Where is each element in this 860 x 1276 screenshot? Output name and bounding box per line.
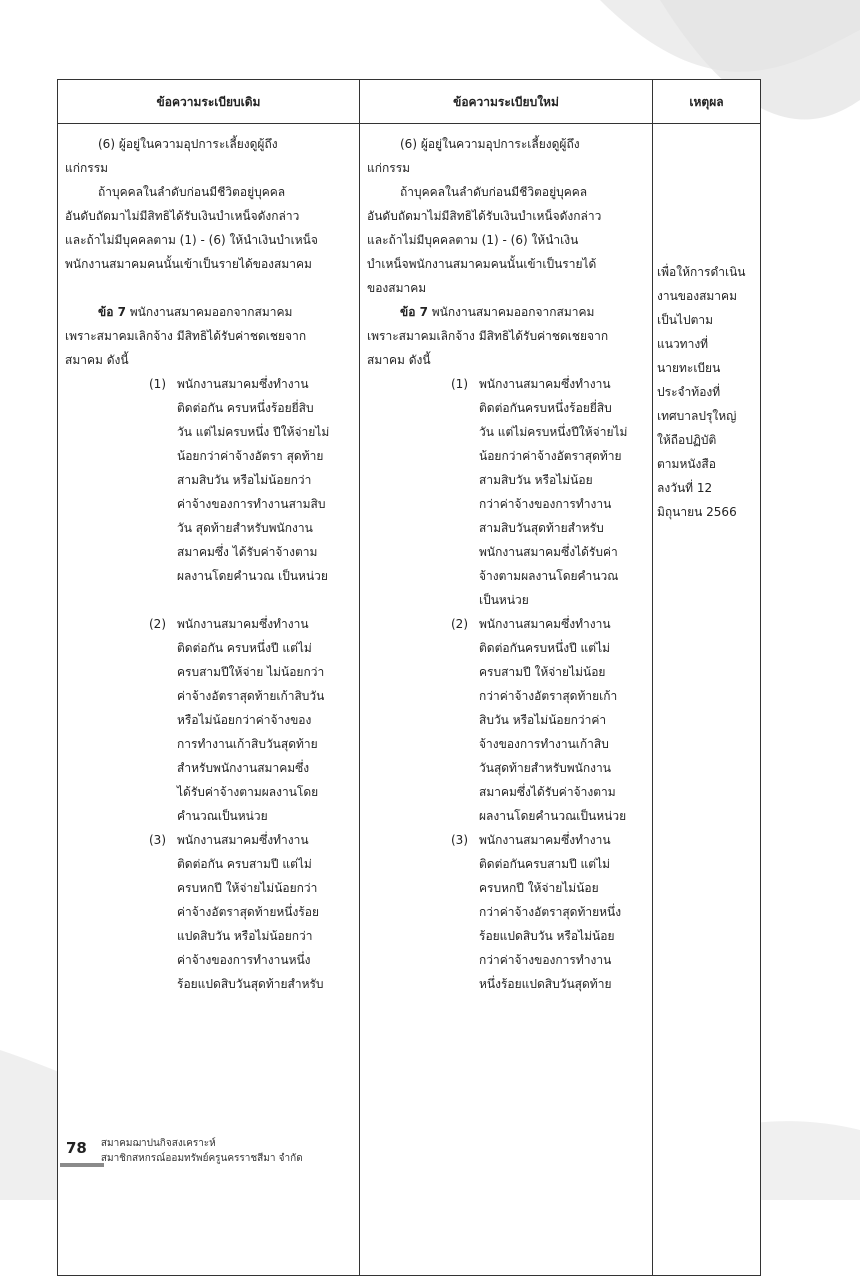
line: หนึ่งร้อยแปดสิบวันสุดท้าย: [479, 977, 612, 991]
line: น้อยกว่าค่าจ้างอัตรา สุดท้าย: [177, 449, 324, 463]
footer-org-line-2: สมาชิกสหกรณ์ออมทรัพย์ครูนครราชสีมา จำกัด: [100, 1153, 303, 1164]
line: สมาคมซึ่งได้รับค่าจ้างตาม: [479, 785, 616, 799]
old-para-2c: และถ้าไม่มีบุคคลตาม (1) - (6) ให้นำเงินบำเหน็จ: [65, 233, 318, 247]
line: ค่าจ้างอัตราสุดท้ายเก้าสิบวัน: [177, 689, 325, 703]
reason-line: เทศบาลปรุใหญ่: [657, 409, 737, 423]
new-text-cell: [360, 124, 653, 1276]
new-clause-7b: เพราะสมาคมเลิกจ้าง มีสิทธิได้รับค่าชดเชยจาก: [367, 329, 609, 343]
old-sub-item-1-num: (1): [149, 377, 166, 391]
line: ค่าจ้างอัตราสุดท้ายหนึ่งร้อย: [177, 905, 320, 919]
line: สำหรับพนักงานสมาคมซึ่ง: [177, 761, 310, 775]
comparison-table: [57, 79, 761, 1276]
line: การทำงานเก้าสิบวันสุดท้าย: [177, 737, 318, 751]
line: สามสิบวัน หรือไม่น้อย: [479, 473, 593, 487]
reason-cell: [653, 124, 761, 1276]
line: ครบหกปี ให้จ่ายไม่น้อย: [479, 881, 599, 895]
reason-line: มิถุนายน 2566: [657, 505, 737, 519]
new-sub-item-1: [451, 372, 646, 612]
reason-line: ตามหนังสือ: [657, 457, 716, 471]
reason-line: ให้ถือปฏิบัติ: [657, 433, 717, 447]
line: ติดต่อกันครบสามปี แต่ไม่: [479, 857, 611, 871]
line: ติดต่อกัน ครบหนึ่งร้อยยี่สิบ: [177, 401, 314, 415]
line: สามสิบวัน หรือไม่น้อยกว่า: [177, 473, 312, 487]
line: กว่าค่าจ้างของการทำงาน: [479, 953, 612, 967]
new-sub-item-2-num: (2): [451, 617, 468, 631]
old-clause-7b: เพราะสมาคมเลิกจ้าง มีสิทธิได้รับค่าชดเชยจาก: [65, 329, 307, 343]
old-para-2b: อันดับถัดมาไม่มีสิทธิได้รับเงินบำเหน็จดังกล่าว: [65, 209, 300, 223]
line: พนักงานสมาคมซึ่งทำงาน: [479, 833, 611, 847]
line: กว่าค่าจ้างอัตราสุดท้ายเก้า: [479, 689, 618, 703]
new-sub-item-2: [451, 612, 646, 828]
old-sub-item-3: [149, 828, 353, 996]
new-para-2b: อันดับถัดมาไม่มีสิทธิได้รับเงินบำเหน็จดังกล่าว: [367, 209, 602, 223]
old-para-2d: พนักงานสมาคมคนนั้นเข้าเป็นรายได้ของสมาคม: [65, 257, 312, 271]
reason-line: เป็นไปตาม: [657, 313, 714, 327]
line: ติดต่อกันครบหนึ่งร้อยยี่สิบ: [479, 401, 612, 415]
line: วันสุดท้ายสำหรับพนักงาน: [479, 761, 611, 775]
header-old-text: ข้อความระเบียบเดิม: [58, 80, 360, 124]
new-item-6-cont: แก่กรรม: [367, 161, 411, 175]
old-item-6-cont: แก่กรรม: [65, 161, 109, 175]
old-sub-item-1: [149, 372, 353, 588]
new-clause-7: [367, 300, 646, 324]
old-sub-item-2-num: (2): [149, 617, 166, 631]
line: พนักงานสมาคมซึ่งทำงาน: [177, 833, 309, 847]
line: วัน แต่ไม่ครบหนึ่ง ปีให้จ่ายไม่: [177, 425, 330, 439]
line: แปดสิบวัน หรือไม่น้อยกว่า: [177, 929, 313, 943]
old-sub-item-3-num: (3): [149, 833, 166, 847]
reason-line: แนวทางที่: [657, 337, 709, 351]
new-sub-item-1-num: (1): [451, 377, 468, 391]
line: ค่าจ้างของการทำงานหนึ่ง: [177, 953, 311, 967]
line: วัน แต่ไม่ครบหนึ่งปีให้จ่ายไม่: [479, 425, 628, 439]
old-para-2: ถ้าบุคคลในลำดับก่อนมีชีวิตอยู่บุคคล: [98, 185, 286, 199]
old-clause-text: พนักงานสมาคมออกจากสมาคม: [125, 305, 293, 319]
line: คำนวณเป็นหน่วย: [177, 809, 268, 823]
new-clause-7c: สมาคม ดังนี้: [367, 353, 431, 367]
line: จ้างของการทำงานเก้าสิบ: [479, 737, 609, 751]
old-clause-7: [65, 300, 353, 324]
new-item-6: (6) ผู้อยู่ในความอุปการะเลี้ยงดูผู้ถึง: [400, 137, 580, 151]
line: ค่าจ้างของการทำงานสามสิบ: [177, 497, 326, 511]
old-item-6: (6) ผู้อยู่ในความอุปการะเลี้ยงดูผู้ถึง: [98, 137, 278, 151]
new-clause-label: ข้อ 7: [400, 305, 428, 319]
line: สมาคมซึ่ง ได้รับค่าจ้างตาม: [177, 545, 318, 559]
table-header-row: [58, 80, 761, 124]
line: ผลงานโดยคำนวณเป็นหน่วย: [479, 809, 627, 823]
line: หรือไม่น้อยกว่าค่าจ้างของ: [177, 713, 312, 727]
reason-line: นายทะเบียน: [657, 361, 721, 375]
line: พนักงานสมาคมซึ่งทำงาน: [177, 617, 309, 631]
header-reason: เหตุผล: [653, 80, 761, 124]
line: ผลงานโดยคำนวณ เป็นหน่วย: [177, 569, 328, 583]
line: จ้างตามผลงานโดยคำนวณ: [479, 569, 619, 583]
new-para-2: ถ้าบุคคลในลำดับก่อนมีชีวิตอยู่บุคคล: [400, 185, 588, 199]
line: ครบสามปี ให้จ่ายไม่น้อย: [479, 665, 606, 679]
line: กว่าค่าจ้างของการทำงาน: [479, 497, 612, 511]
line: ร้อยแปดสิบวันสุดท้ายสำหรับ: [177, 977, 324, 991]
line: ครบหกปี ให้จ่ายไม่น้อยกว่า: [177, 881, 318, 895]
line: พนักงานสมาคมซึ่งทำงาน: [479, 617, 611, 631]
new-para-2e: ของสมาคม: [367, 281, 427, 295]
new-sub-item-3-num: (3): [451, 833, 468, 847]
line: พนักงานสมาคมซึ่งได้รับค่า: [479, 545, 618, 559]
reason-line: ประจำท้องที่: [657, 385, 721, 399]
footer-org-line-1: สมาคมฌาปนกิจสงเคราะห์: [100, 1138, 216, 1149]
line: สิบวัน หรือไม่น้อยกว่าค่า: [479, 713, 607, 727]
old-clause-label: ข้อ 7: [98, 305, 126, 319]
table-row: [58, 124, 761, 1276]
old-text-cell: [58, 124, 360, 1276]
line: พนักงานสมาคมซึ่งทำงาน: [479, 377, 611, 391]
page-number: 78: [66, 1139, 87, 1157]
old-sub-item-2: [149, 612, 353, 828]
line: น้อยกว่าค่าจ้างอัตราสุดท้าย: [479, 449, 622, 463]
line: ครบสามปีให้จ่าย ไม่น้อยกว่า: [177, 665, 325, 679]
new-clause-text: พนักงานสมาคมออกจากสมาคม: [427, 305, 595, 319]
reason-line: งานของสมาคม: [657, 289, 737, 303]
line: ติดต่อกันครบหนึ่งปี แต่ไม่: [479, 641, 611, 655]
line: พนักงานสมาคมซึ่งทำงาน: [177, 377, 309, 391]
reason-line: เพื่อให้การดำเนิน: [657, 265, 746, 279]
line: ติดต่อกัน ครบสามปี แต่ไม่: [177, 857, 312, 871]
line: ติดต่อกัน ครบหนึ่งปี แต่ไม่: [177, 641, 312, 655]
new-para-2d: บำเหน็จพนักงานสมาคมคนนั้นเข้าเป็นรายได้: [367, 257, 597, 271]
page-footer: [66, 1134, 303, 1166]
new-para-2c: และถ้าไม่มีบุคคลตาม (1) - (6) ให้นำเงิน: [367, 233, 579, 247]
old-clause-7c: สมาคม ดังนี้: [65, 353, 129, 367]
line: ได้รับค่าจ้างตามผลงานโดย: [177, 785, 319, 799]
reason-line: ลงวันที่ 12: [657, 481, 713, 495]
header-new-text: ข้อความระเบียบใหม่: [360, 80, 653, 124]
new-sub-item-3: [451, 828, 646, 996]
line: ร้อยแปดสิบวัน หรือไม่น้อย: [479, 929, 615, 943]
line: กว่าค่าจ้างอัตราสุดท้ายหนึ่ง: [479, 905, 622, 919]
line: เป็นหน่วย: [479, 593, 529, 607]
line: สามสิบวันสุดท้ายสำหรับ: [479, 521, 604, 535]
line: วัน สุดท้ายสำหรับพนักงาน: [177, 521, 313, 535]
